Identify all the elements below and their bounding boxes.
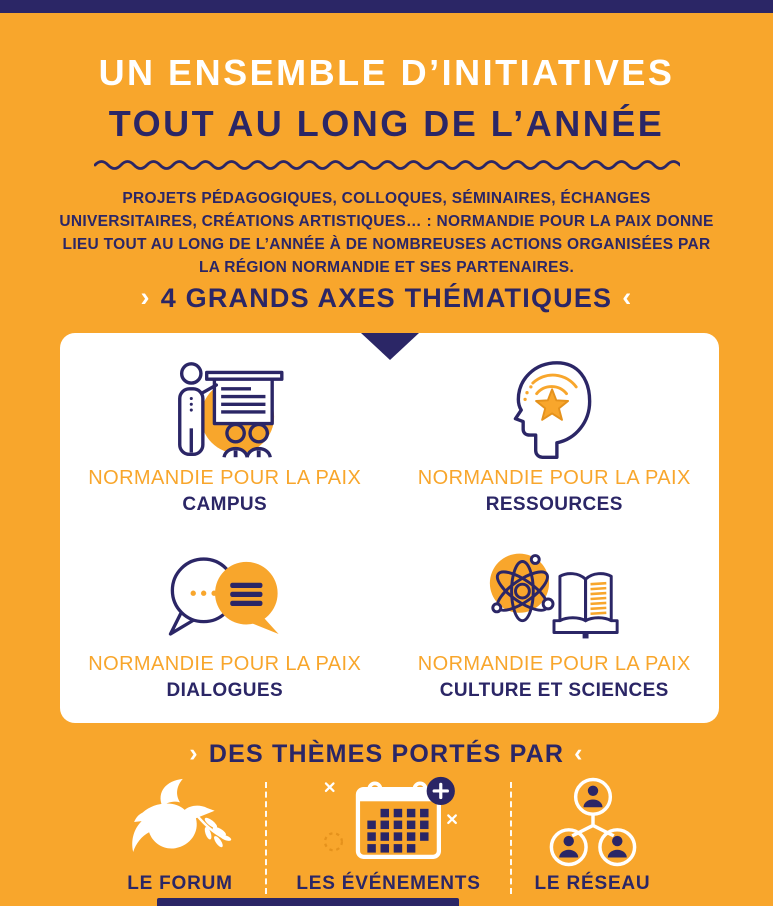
themes-section-heading [0, 740, 773, 769]
axis-item-culture-sciences [390, 545, 720, 731]
axis-name-label: DIALOGUES [166, 680, 284, 701]
theme-item-reseau [512, 778, 673, 895]
themes-row [95, 778, 673, 895]
axes-heading-label: 4 GRANDS AXES THÉMATIQUES [160, 283, 613, 313]
axis-brand-label: NORMANDIE POUR LA PAIX [88, 467, 362, 489]
chevron-right-icon: › [140, 282, 151, 312]
chevron-left-icon: ‹ [622, 282, 633, 312]
axis-brand-label: NORMANDIE POUR LA PAIX [417, 467, 691, 489]
axis-name-label: CULTURE ET SCIENCES [439, 680, 669, 701]
axis-item-ressources [390, 359, 720, 545]
wave-divider [0, 155, 773, 173]
dove-icon [128, 778, 232, 866]
network-icon [541, 778, 645, 866]
chevron-right-icon: › [189, 739, 199, 767]
speech-bubbles-icon [60, 545, 390, 649]
wave-divider-icon [94, 155, 680, 173]
axis-brand-label: NORMANDIE POUR LA PAIX [88, 653, 362, 675]
axis-name-label: CAMPUS [182, 494, 268, 515]
page-title-line2: TOUT AU LONG DE L’ANNÉE [108, 103, 665, 144]
theme-item-evenements [267, 778, 510, 895]
axis-name-label: RESSOURCES [485, 494, 623, 515]
calendar-icon [309, 778, 469, 866]
axis-brand-label: NORMANDIE POUR LA PAIX [417, 653, 691, 675]
top-bar-decoration [0, 0, 773, 13]
header [0, 13, 773, 279]
themes-heading-label: DES THÈMES PORTÉS PAR [208, 740, 565, 768]
page-title-line1: UN ENSEMBLE D’INITIATIVES [98, 52, 675, 93]
theme-label: LE RÉSEAU [534, 873, 651, 894]
axes-section-heading [0, 283, 773, 314]
atom-book-icon [390, 545, 720, 649]
bottom-bar-decoration [157, 898, 459, 906]
axes-grid [60, 359, 719, 731]
axis-item-campus [60, 359, 390, 545]
axis-item-dialogues [60, 545, 390, 731]
intro-paragraph: PROJETS PÉDAGOGIQUES, COLLOQUES, SÉMINAIRES, ÉCHANGES UNIVERSITAIRES, CRÉATIONS ARTISTIQUES… : NORMANDIE POUR LA PAIX DONNE LIEU TOUT AU LONG DE L’ANNÉE À DE NOMBREUSES ACTIONS ORGANISÉES PAR LA RÉGION NORMANDIE ET SES PARTENAIRES. [59, 190, 714, 276]
triangle-pointer-icon [361, 333, 419, 360]
chevron-left-icon: ‹ [574, 739, 584, 767]
theme-label: LE FORUM [127, 873, 233, 894]
theme-item-forum [95, 778, 265, 895]
presenter-board-icon [60, 359, 390, 463]
theme-label: LES ÉVÉNEMENTS [296, 873, 481, 894]
head-star-icon [390, 359, 720, 463]
axes-card [60, 333, 719, 723]
